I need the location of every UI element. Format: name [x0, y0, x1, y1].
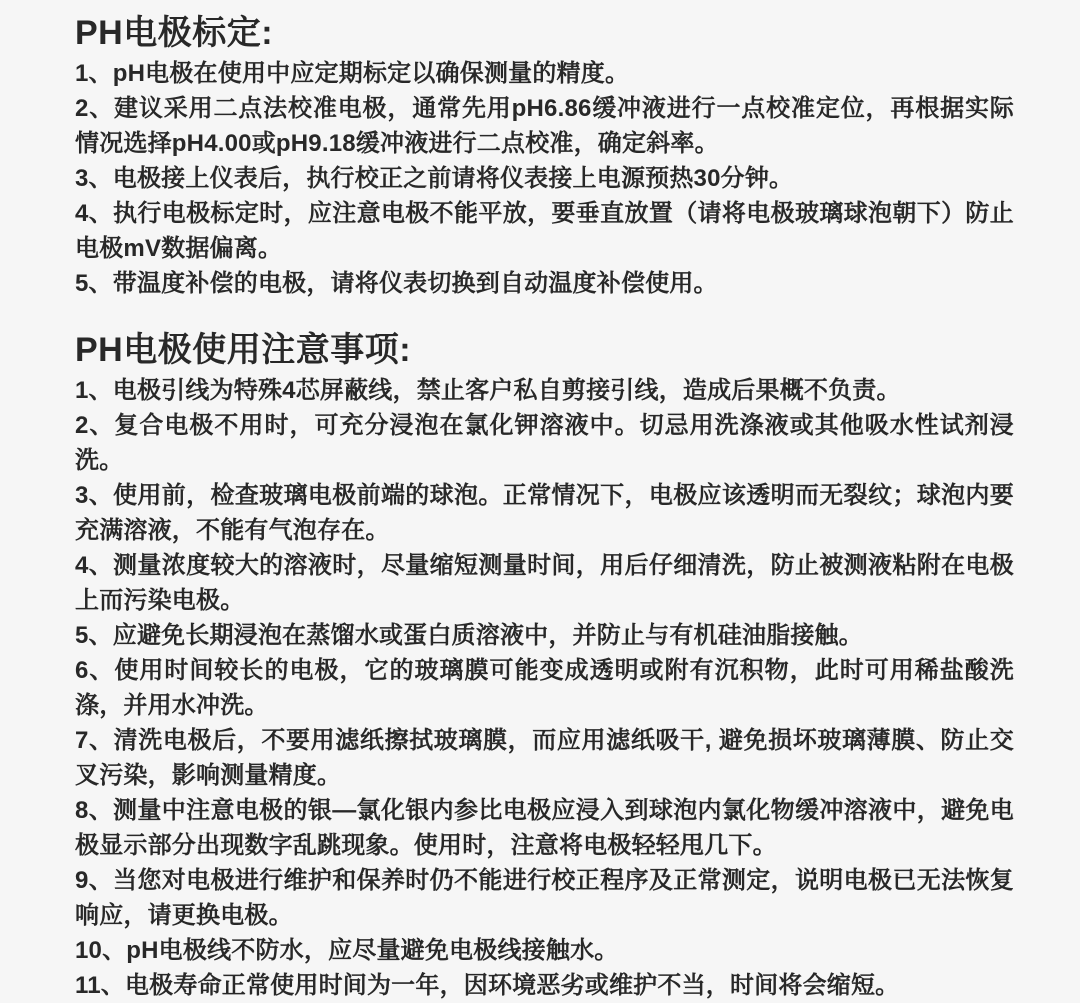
calibration-item-5: 5、带温度补偿的电极，请将仪表切换到自动温度补偿使用。 — [75, 270, 718, 297]
usage-note-7: 7、清洗电极后，不要用滤纸擦拭玻璃膜，而应用滤纸吸干, 避免损坏玻璃薄膜、防止交叉污染，影响测量精度。 — [75, 727, 1014, 789]
usage-note-1: 1、电极引线为特殊4芯屏蔽线，禁止客户私自剪接引线，造成后果概不负责。 — [75, 377, 901, 404]
section-calibration — [75, 10, 1014, 301]
section-title-usage-notes: PH电极使用注意事项: — [75, 331, 412, 369]
usage-note-10: 10、pH电极线不防水，应尽量避免电极线接触水。 — [75, 937, 619, 964]
usage-note-3: 3、使用前，检查玻璃电极前端的球泡。正常情况下，电极应该透明而无裂纹；球泡内要充满溶液，不能有气泡存在。 — [75, 482, 1014, 544]
calibration-item-4: 4、执行电极标定时，应注意电极不能平放，要垂直放置（请将电极玻璃球泡朝下）防止电极mV数据偏离。 — [75, 200, 1014, 262]
section-title-calibration: PH电极标定: — [75, 14, 274, 52]
usage-note-11: 11、电极寿命正常使用时间为一年，因环境恶劣或维护不当，时间将会缩短。 — [75, 972, 900, 999]
calibration-item-2: 2、建议采用二点法校准电极，通常先用pH6.86缓冲液进行一点校准定位，再根据实际情况选择pH4.00或pH9.18缓冲液进行二点校准，确定斜率。 — [75, 95, 1014, 157]
usage-note-2: 2、复合电极不用时，可充分浸泡在氯化钾溶液中。切忌用洗涤液或其他吸水性试剂浸洗。 — [75, 412, 1014, 474]
usage-note-9: 9、当您对电极进行维护和保养时仍不能进行校正程序及正常测定，说明电极已无法恢复响应，请更换电极。 — [75, 867, 1014, 929]
section-usage-notes — [75, 327, 1014, 1003]
calibration-item-1: 1、pH电极在使用中应定期标定以确保测量的精度。 — [75, 60, 630, 87]
usage-note-5: 5、应避免长期浸泡在蒸馏水或蛋白质溶液中，并防止与有机硅油脂接触。 — [75, 622, 863, 649]
calibration-item-3: 3、电极接上仪表后，执行校正之前请将仪表接上电源预热30分钟。 — [75, 165, 794, 192]
usage-note-6: 6、使用时间较长的电极，它的玻璃膜可能变成透明或附有沉积物，此时可用稀盐酸洗涤，并用水冲洗。 — [75, 657, 1014, 719]
usage-note-8: 8、测量中注意电极的银—氯化银内参比电极应浸入到球泡内氯化物缓冲溶液中，避免电极显示部分出现数字乱跳现象。使用时，注意将电极轻轻甩几下。 — [75, 797, 1014, 859]
usage-note-4: 4、测量浓度较大的溶液时，尽量缩短测量时间，用后仔细清洗，防止被测液粘附在电极上而污染电极。 — [75, 552, 1014, 614]
